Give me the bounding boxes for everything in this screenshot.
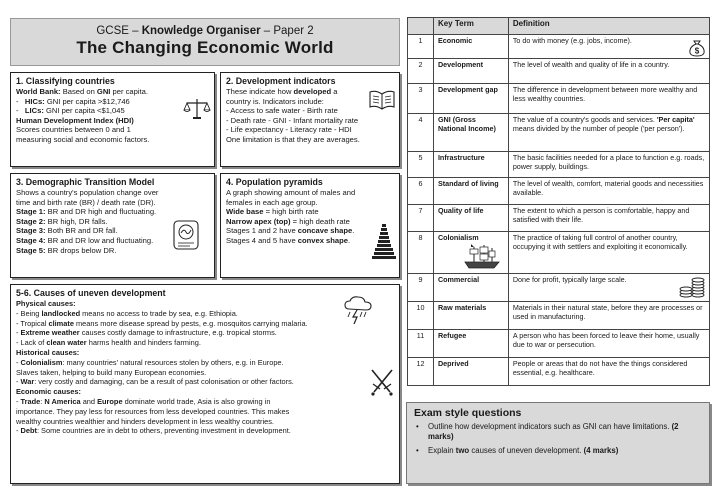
section-causes-uneven-development: 5-6. Causes of uneven development Physical causes: - Being landlocked means no access to trade by sea, e.g. Ethiopia. - Tropical climate means more disease spread by pests, e.g. mosquitos carrying malaria. - Extreme weather causes costly damage to infrastructure, e.g. tropical storms. - Lack of clean water harms health and hinders farming. Historical causes: - Colonialism: many countries' natural resources stolen by others, e.g. in Europe. Slaves taken, helping to build many European economies. - War: very costly and damaging, can be a result of past colonisation or other factors. Economic causes: - Trade: N America and Europe dominate world trade, Asia is also growing in importance. They pay less for resources from less developed countries. This makes wealthy countries wealthier and hinders development in less wealthy countries. - Debt: Some countries are in debt to others, preventing investment in development. [10,284,400,484]
section-heading: 1. Classifying countries [16,76,115,86]
section-development-indicators: 2. Development indicators These indicate how developed a country is. Indicators include: - Access to safe water - Birth rate - Death rate - GNI - Infant mortality rate - Life expectancy - Literacy rate - HDI One limitation is that they are averages. [220,72,400,167]
table-row: 6 Standard of living The level of wealth, comfort, material goods and necessities available. [408,178,710,205]
table-row: 3 Development gap The difference in development between more wealthy and less wealthy countries. [408,84,710,114]
table-row: 10 Raw materials Materials in their natural state, before they are processes or used in manufacturing. [408,302,710,330]
table-row: 4 GNI (Gross National Income) The value of a country's goods and services. 'Per capita' means divided by the number of people ('per person'). [408,114,710,152]
section-population-pyramids: 4. Population pyramids A graph showing amount of males and females in each age group. Wide base = high birth rate Narrow apex (top) = high death rate Stages 1 and 2 have concave shape. Stages 4 and 5 have convex shape. [220,173,400,278]
table-header-row [408,18,710,35]
header-key-term: Key Term [433,18,508,35]
section-heading: 4. Population pyramids [226,177,323,187]
table-row: 12 Deprived People or areas that do not have the things considered essential, e.g. healthcare. [408,358,710,386]
table-row: 1 Economic To do with money (e.g. jobs, income). $ [408,35,710,59]
header-definition: Definition [508,18,709,35]
table-row: 5 Infrastructure The basic facilities needed for a place to function e.g. roads, power supply, buildings. [408,152,710,178]
table-row: 11 Refugee A person who has been forced to leave their home, usually due to war or persecution. [408,330,710,358]
title-subtitle: GCSE – Knowledge Organiser – Paper 2 [96,25,314,37]
table-row: 8 Colonialism The practice of taking full control of another country, occupying it with settlers and exploiting it economically. [408,232,710,274]
exam-question: • Outline how development indicators such as GNI can have limitations. (2 marks) [414,422,702,443]
key-terms-table [407,17,710,386]
table-row: 2 Development The level of wealth and quality of life in a country. [408,59,710,84]
svg-text:$: $ [694,46,700,56]
scales-icon [183,97,211,121]
exam-heading: Exam style questions [414,407,522,419]
pyramid-icon [371,222,397,264]
coins-icon [679,276,705,298]
title-block [10,18,400,66]
section-heading: 3. Demographic Transition Model [16,177,155,187]
book-icon [369,89,395,111]
table-row: 9 Commercial Done for profit, typically large scale. [408,274,710,302]
section-demographic-transition-model: 3. Demographic Transition Model Shows a country's population change over time and birth rate (BR) / death rate (DR). Stage 1: BR and DR high and fluctuating. Stage 2: BR high, DR falls. Stage 3: Both BR and DR fall. Stage 4: BR and DR low and fluctuating. Stage 5: BR drops below DR. [10,173,215,278]
page-title: The Changing Economic World [76,38,334,57]
section-heading: 2. Development indicators [226,76,336,86]
exam-question: • Explain two causes of uneven development. (4 marks) [414,446,702,456]
dtm-graph-icon [173,220,199,250]
ship-icon [462,244,502,270]
section-classifying-countries: 1. Classifying countries World Bank: Based on GNI per capita. - HICs: GNI per capita >$12,746 - LICs: GNI per capita <$1,045 Human Development Index (HDI) Scores countries between 0 and 1 measuring social and economic factors. [10,72,215,167]
crossed-swords-icon [368,367,396,397]
money-bag-icon [687,37,707,57]
exam-questions [406,402,710,484]
section-heading: 5-6. Causes of uneven development [16,288,166,298]
storm-icon [341,295,375,325]
table-row: 7 Quality of life The extent to which a person is comfortable, happy and satisfied with their life. [408,205,710,232]
header-number [408,18,434,35]
